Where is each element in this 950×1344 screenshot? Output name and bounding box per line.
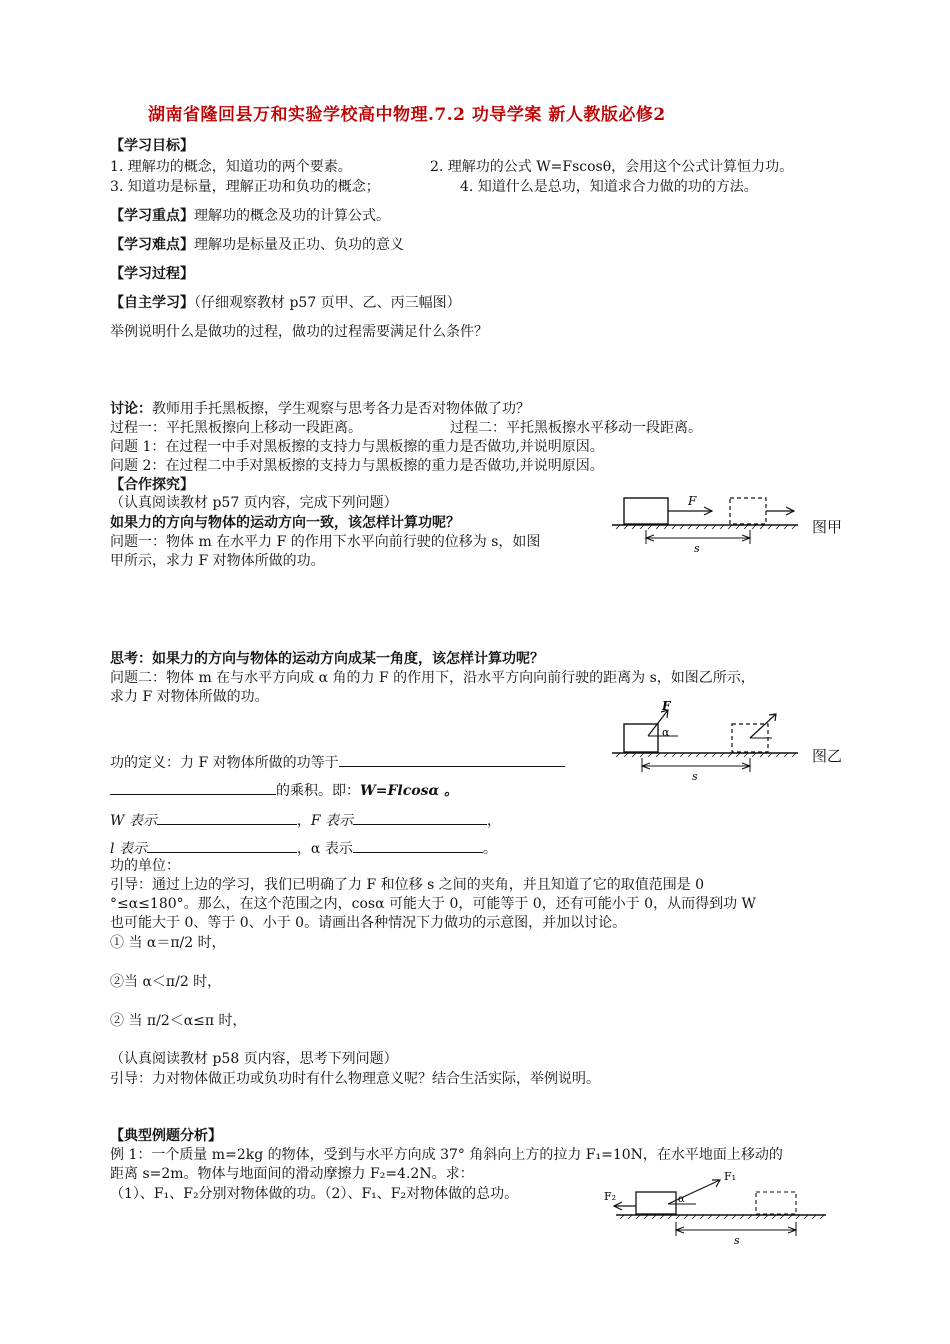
figure-jia bbox=[608, 490, 838, 556]
definition-product: 的乘积。即： bbox=[276, 783, 360, 799]
guide-line1: 引导：通过上边的学习，我们已明确了力 F 和位移 s 之间的夹角，并且知道了它的取值范围是 0 bbox=[110, 877, 705, 893]
case-1: ① 当 α＝π/2 时， bbox=[110, 935, 226, 951]
self-study-note: （仔细观察教材 p57 页甲、乙、丙三幅图） bbox=[194, 295, 461, 311]
figure-yi-force-label: F bbox=[662, 700, 671, 713]
cooperate-label: 【合作探究】 bbox=[110, 477, 194, 493]
goal-1: 1. 理解功的概念，知道功的两个要素。 bbox=[110, 159, 352, 175]
l-blank[interactable] bbox=[147, 838, 297, 853]
page-title: 湖南省隆回县万和实验学校高中物理.7.2 功导学案 新人教版必修2 bbox=[148, 105, 666, 125]
case-2: ②当 α＜π/2 时， bbox=[110, 974, 222, 990]
guide-line3: 也可能大于 0、等于 0、小于 0。请画出各种情况下力做功的示意图，并加以讨论。 bbox=[110, 915, 627, 931]
work-unit: 功的单位： bbox=[110, 858, 180, 874]
process-1: 过程一：平托黑板擦向上移动一段距离。 bbox=[110, 420, 362, 436]
alpha-label: ，α 表示 bbox=[296, 841, 353, 857]
goal-2: 2. 理解功的公式 W=Fscosθ，会用这个公式计算恒力功。 bbox=[430, 159, 794, 175]
definition-line4 bbox=[110, 838, 497, 858]
process-2: 过程二：平托黑板擦水平移动一段距离。 bbox=[450, 420, 702, 436]
guide-line2: °≤α≤180°。那么，在这个范围之内，cosα 可能大于 0，可能等于 0，还有可能小于 0，从而得到功 W bbox=[110, 896, 756, 912]
definition-line2 bbox=[110, 780, 458, 800]
think-question: 思考：如果力的方向与物体的运动方向成某一角度，该怎样计算功呢？ bbox=[110, 651, 544, 667]
self-study bbox=[110, 294, 461, 312]
key-point-label: 【学习重点】 bbox=[110, 208, 194, 224]
figure-example-block-dashed bbox=[756, 1192, 796, 1214]
problem2-line1: 问题二：物体 m 在与水平方向成 α 角的力 F 的作用下，沿水平方向向前行驶的距离为 s，如图乙所示， bbox=[110, 670, 755, 686]
figure-yi-angle: α bbox=[662, 726, 670, 739]
l-label: l 表示 bbox=[110, 841, 147, 857]
w-label: W 表示 bbox=[110, 813, 157, 829]
self-study-question: 举例说明什么是做功的过程，做功的过程需要满足什么条件？ bbox=[110, 324, 488, 340]
example-line2: 距离 s=2m。物体与地面间的滑动摩擦力 F₂=4.2N。求： bbox=[110, 1166, 474, 1182]
f-blank[interactable] bbox=[353, 810, 487, 825]
w-blank[interactable] bbox=[157, 810, 297, 825]
goal-4: 4. 知道什么是总功，知道求合力做的功的方法。 bbox=[460, 179, 758, 195]
cooperate-question: 如果力的方向与物体的运动方向一致，该怎样计算功呢？ bbox=[110, 515, 460, 531]
difficulty bbox=[110, 236, 404, 254]
figure-jia-caption: 图甲 bbox=[812, 518, 843, 536]
problem2-line2: 求力 F 对物体所做的功。 bbox=[110, 689, 269, 705]
discussion-q2: 问题 2：在过程二中手对黑板擦的支持力与黑板擦的重力是否做功,并说明原因。 bbox=[110, 458, 604, 474]
figure-example-f1-label: F₁ bbox=[724, 1170, 737, 1183]
definition-label: 功的定义：力 F 对物体所做的功等于 bbox=[110, 755, 339, 771]
figure-example-disp-label: s bbox=[734, 1234, 740, 1247]
definition-blank-2[interactable] bbox=[110, 780, 276, 795]
key-point bbox=[110, 207, 390, 225]
difficulty-text: 理解功是标量及正功、负功的意义 bbox=[194, 237, 404, 253]
process-label: 【学习过程】 bbox=[110, 266, 194, 282]
figure-jia-disp-label: s bbox=[694, 542, 700, 555]
f-label: F 表示 bbox=[310, 813, 354, 829]
goal-3: 3. 知道功是标量，理解正功和负功的概念； bbox=[110, 179, 380, 195]
example-line3: （1）、F₁、F₂分别对物体做的功。（2）、F₁、F₂对物体做的总功。 bbox=[110, 1186, 519, 1202]
example-line1: 例 1：一个质量 m=2kg 的物体，受到与水平方向成 37° 角斜向上方的拉力 F₁=10N，在水平地面上移动的 bbox=[110, 1147, 783, 1163]
key-point-text: 理解功的概念及功的计算公式。 bbox=[194, 208, 390, 224]
figure-jia-block-dashed bbox=[730, 498, 766, 524]
definition-formula: W=Flcosα 。 bbox=[360, 783, 459, 799]
figure-example-angle: α bbox=[678, 1194, 685, 1205]
discussion bbox=[110, 400, 530, 418]
figure-jia-block bbox=[624, 498, 668, 524]
figure-jia-force-label: F bbox=[688, 494, 697, 508]
discussion-q1: 问题 1：在过程一中手对黑板擦的支持力与黑板擦的重力是否做功,并说明原因。 bbox=[110, 439, 604, 455]
figure-example bbox=[600, 1168, 830, 1248]
figure-yi-block bbox=[624, 724, 658, 752]
figure-yi-caption: 图乙 bbox=[812, 747, 843, 765]
definition-comma-1: ， bbox=[296, 813, 311, 829]
problem1-line1: 问题一：物体 m 在水平力 F 的作用下水平向前行驶的位移为 s，如图 bbox=[110, 534, 541, 550]
example-label: 【典型例题分析】 bbox=[110, 1128, 222, 1144]
problem1-line2: 甲所示，求力 F 对物体所做的功。 bbox=[110, 553, 325, 569]
cooperate-note: （认真阅读教材 p57 页内容，完成下列问题） bbox=[110, 495, 398, 511]
figure-example-f2-label: F₂ bbox=[604, 1190, 617, 1203]
difficulty-label: 【学习难点】 bbox=[110, 237, 194, 253]
goals-heading: 【学习目标】 bbox=[110, 138, 194, 154]
definition-blank-1[interactable] bbox=[339, 752, 565, 767]
definition-line3 bbox=[110, 810, 501, 830]
figure-yi bbox=[608, 700, 838, 784]
case-3: ② 当 π/2＜α≤π 时， bbox=[110, 1013, 247, 1029]
self-study-label: 【自主学习】 bbox=[110, 295, 194, 311]
discussion-label: 讨论： bbox=[110, 401, 152, 417]
definition-line1 bbox=[110, 752, 565, 772]
definition-period: 。 bbox=[482, 841, 497, 857]
guide-note2: （认真阅读教材 p58 页内容，思考下列问题） bbox=[110, 1051, 398, 1067]
alpha-blank[interactable] bbox=[353, 838, 483, 853]
discussion-text: 教师用手托黑板擦，学生观察与思考各力是否对物体做了功？ bbox=[152, 401, 530, 417]
figure-yi-disp-label: s bbox=[692, 770, 698, 783]
guide-question2: 引导：力对物体做正功或负功时有什么物理意义呢？结合生活实际，举例说明。 bbox=[110, 1071, 600, 1087]
definition-comma-2: ， bbox=[487, 813, 502, 829]
